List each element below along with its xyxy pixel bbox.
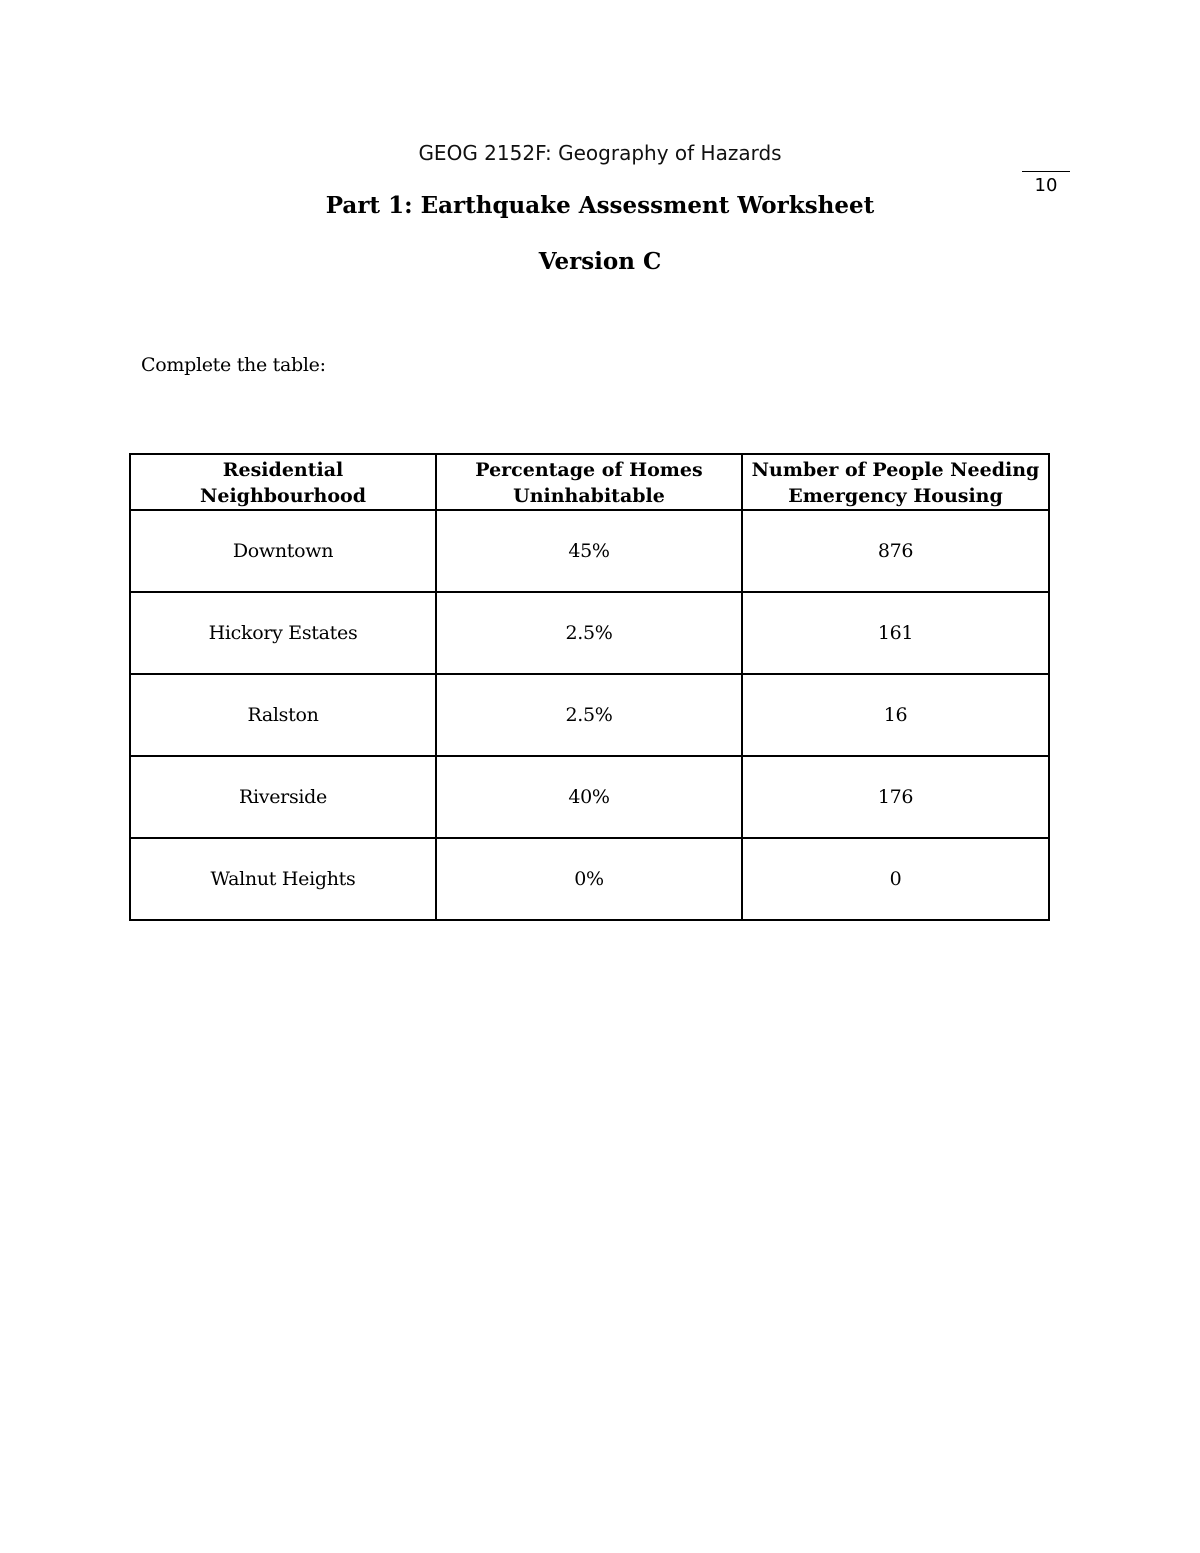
page-title: Part 1: Earthquake Assessment Worksheet xyxy=(325,192,875,219)
cell-percentage: 2.5% xyxy=(436,674,742,756)
table-header-row xyxy=(130,454,1049,510)
table-row xyxy=(130,592,1049,674)
cell-people: 176 xyxy=(742,756,1049,838)
cell-percentage: 0% xyxy=(436,838,742,920)
cell-percentage: 2.5% xyxy=(436,592,742,674)
assessment-table xyxy=(129,453,1050,921)
cell-neighbourhood: Riverside xyxy=(130,756,436,838)
score-total: 10 xyxy=(1022,171,1070,196)
cell-neighbourhood: Downtown xyxy=(130,510,436,592)
instruction-text: Complete the table: xyxy=(141,354,326,376)
cell-percentage: 45% xyxy=(436,510,742,592)
cell-people: 876 xyxy=(742,510,1049,592)
cell-neighbourhood: Hickory Estates xyxy=(130,592,436,674)
cell-percentage: 40% xyxy=(436,756,742,838)
course-header: GEOG 2152F: Geography of Hazards xyxy=(418,141,782,165)
cell-people: 0 xyxy=(742,838,1049,920)
cell-neighbourhood: Ralston xyxy=(130,674,436,756)
cell-people: 16 xyxy=(742,674,1049,756)
cell-neighbourhood: Walnut Heights xyxy=(130,838,436,920)
table-row xyxy=(130,674,1049,756)
cell-people: 161 xyxy=(742,592,1049,674)
table-row xyxy=(130,510,1049,592)
table-row xyxy=(130,756,1049,838)
header-people-needing-housing: Number of People Needing Emergency Housing xyxy=(742,454,1049,510)
header-percentage-uninhabitable: Percentage of Homes Uninhabitable xyxy=(436,454,742,510)
header-neighbourhood: Residential Neighbourhood xyxy=(130,454,436,510)
table-row xyxy=(130,838,1049,920)
version-label: Version C xyxy=(538,248,662,275)
